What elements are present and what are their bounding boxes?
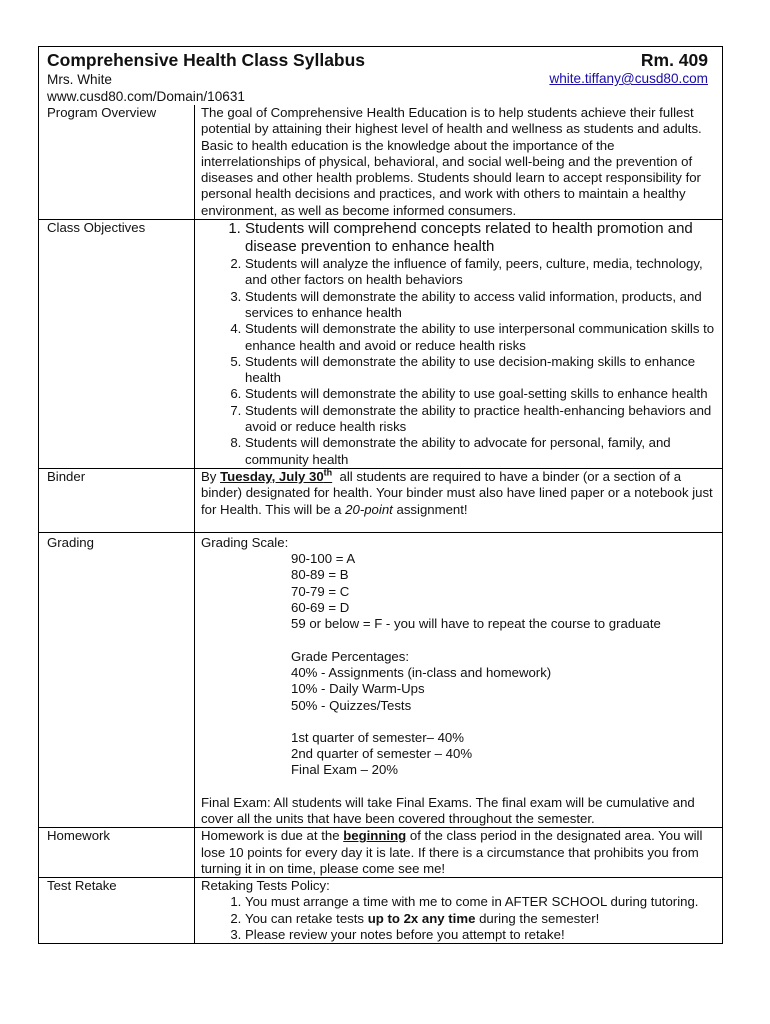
grading-scale-list (201, 551, 716, 779)
syllabus-header (39, 47, 722, 105)
homework-text: Homework is due at the beginning of the class period in the designated area. You will lose 10 points for every day it is late. If there is a circumstance that prohibits you from turning it in on time, please come see me! (195, 828, 723, 878)
grade-scale-item: 90-100 = A (291, 551, 356, 567)
homework-emphasis: beginning (343, 828, 407, 844)
grade-percentage-item: 10% - Daily Warm-Ups (291, 681, 425, 697)
final-exam-note: Final Exam: All students will take Final Exams. The final exam will be cumulative and cover all the units that have been covered throughout the semester. (201, 794, 695, 826)
binder-due-date: Tuesday, July 30th (220, 467, 333, 484)
syllabus-table (39, 105, 722, 943)
document-title: Comprehensive Health Class Syllabus (47, 50, 366, 70)
binder-suffix: assignment! (392, 501, 468, 517)
test-retake-content (195, 878, 723, 944)
program-overview-text: The goal of Comprehensive Health Education is to help students achieve their fullest potential by attaining their highest level of health and wellness as students and adults. Basic to health education is the knowledge about the importance of the interrelationships of physical, behavioral, and social well-being and the prevention of diseases and other health problems. Students should learn to accept responsibility for personal health decisions and practices, and work with others to maintain a healthy environment, as well as become informed consumers. (201, 105, 702, 218)
binder-text (195, 468, 723, 532)
semester-weight-item: 1st quarter of semester– 40% (291, 729, 464, 745)
grade-percentages-heading: Grade Percentages: (291, 648, 410, 664)
objective-item: 8. Students will demonstrate the ability to advocate for personal, family, and community health (245, 435, 716, 468)
objectives-list (201, 220, 716, 468)
grade-scale-item: 80-89 = B (291, 567, 349, 583)
class-objectives-label: Class Objectives (39, 220, 195, 469)
syllabus-document (38, 46, 723, 944)
grade-scale-item: 60-69 = D (291, 600, 350, 616)
test-retake-row (39, 878, 722, 944)
grading-label: Grading (39, 532, 195, 827)
retake-policy-item: 2. You can retake tests up to 2x any time during the semester! (245, 911, 716, 927)
binder-row (39, 468, 722, 532)
grading-row (39, 532, 722, 827)
class-objectives-content (195, 220, 723, 469)
program-overview-row (39, 105, 722, 220)
program-overview-label: Program Overview (39, 105, 195, 220)
homework-row (39, 828, 722, 878)
retake-policy-list (201, 894, 716, 943)
grading-content (195, 532, 723, 827)
semester-weight-item: Final Exam – 20% (291, 762, 399, 778)
class-website: www.cusd80.com/Domain/10631 (47, 89, 245, 104)
teacher-email-link[interactable]: white.tiffany@cusd80.com (549, 71, 708, 86)
test-retake-label: Test Retake (39, 878, 195, 944)
objective-item: 3. Students will demonstrate the ability to access valid information, products, and services to enhance health (245, 289, 716, 322)
homework-label: Homework (39, 828, 195, 878)
grade-scale-item: 70-79 = C (291, 583, 350, 599)
grade-percentage-item: 40% - Assignments (in-class and homework) (291, 664, 552, 680)
room-number: Rm. 409 (640, 50, 708, 70)
binder-points: 20-point (345, 501, 393, 517)
binder-prefix: By (201, 468, 221, 484)
grade-scale-item: 59 or below = F - you will have to repeat the course to graduate (291, 616, 661, 632)
grade-percentage-item: 50% - Quizzes/Tests (291, 697, 412, 713)
class-objectives-row (39, 220, 722, 469)
retake-policy-heading: Retaking Tests Policy: (201, 878, 330, 894)
semester-weight-item: 2nd quarter of semester – 40% (291, 746, 473, 762)
retake-policy-item: 1. You must arrange a time with me to come in AFTER SCHOOL during tutoring. (245, 894, 716, 910)
teacher-name: Mrs. White (47, 72, 112, 87)
objective-item: 1. Students will comprehend concepts related to health promotion and disease prevention to enhance health (245, 220, 716, 256)
objective-item: 6. Students will demonstrate the ability to use goal-setting skills to enhance health (245, 386, 716, 402)
retake-policy-item: 3. Please review your notes before you attempt to retake! (245, 927, 716, 943)
objective-item: 5. Students will demonstrate the ability to use decision-making skills to enhance health (245, 354, 716, 387)
objective-item: 4. Students will demonstrate the ability to use interpersonal communication skills to enhance health and avoid or reduce health risks (245, 321, 716, 354)
objective-item: 7. Students will demonstrate the ability to practice health-enhancing behaviors and avoid or reduce health risks (245, 403, 716, 436)
grading-scale-heading: Grading Scale: (201, 534, 289, 550)
binder-body: all students are required to have a binder (or a section of a binder) designated for health. Your binder must also have lined paper or a notebook just for Health. This will be a (201, 468, 717, 517)
binder-label: Binder (39, 468, 195, 532)
objective-item: 2. Students will analyze the influence of family, peers, culture, media, technology, and other factors on health behaviors (245, 256, 716, 289)
